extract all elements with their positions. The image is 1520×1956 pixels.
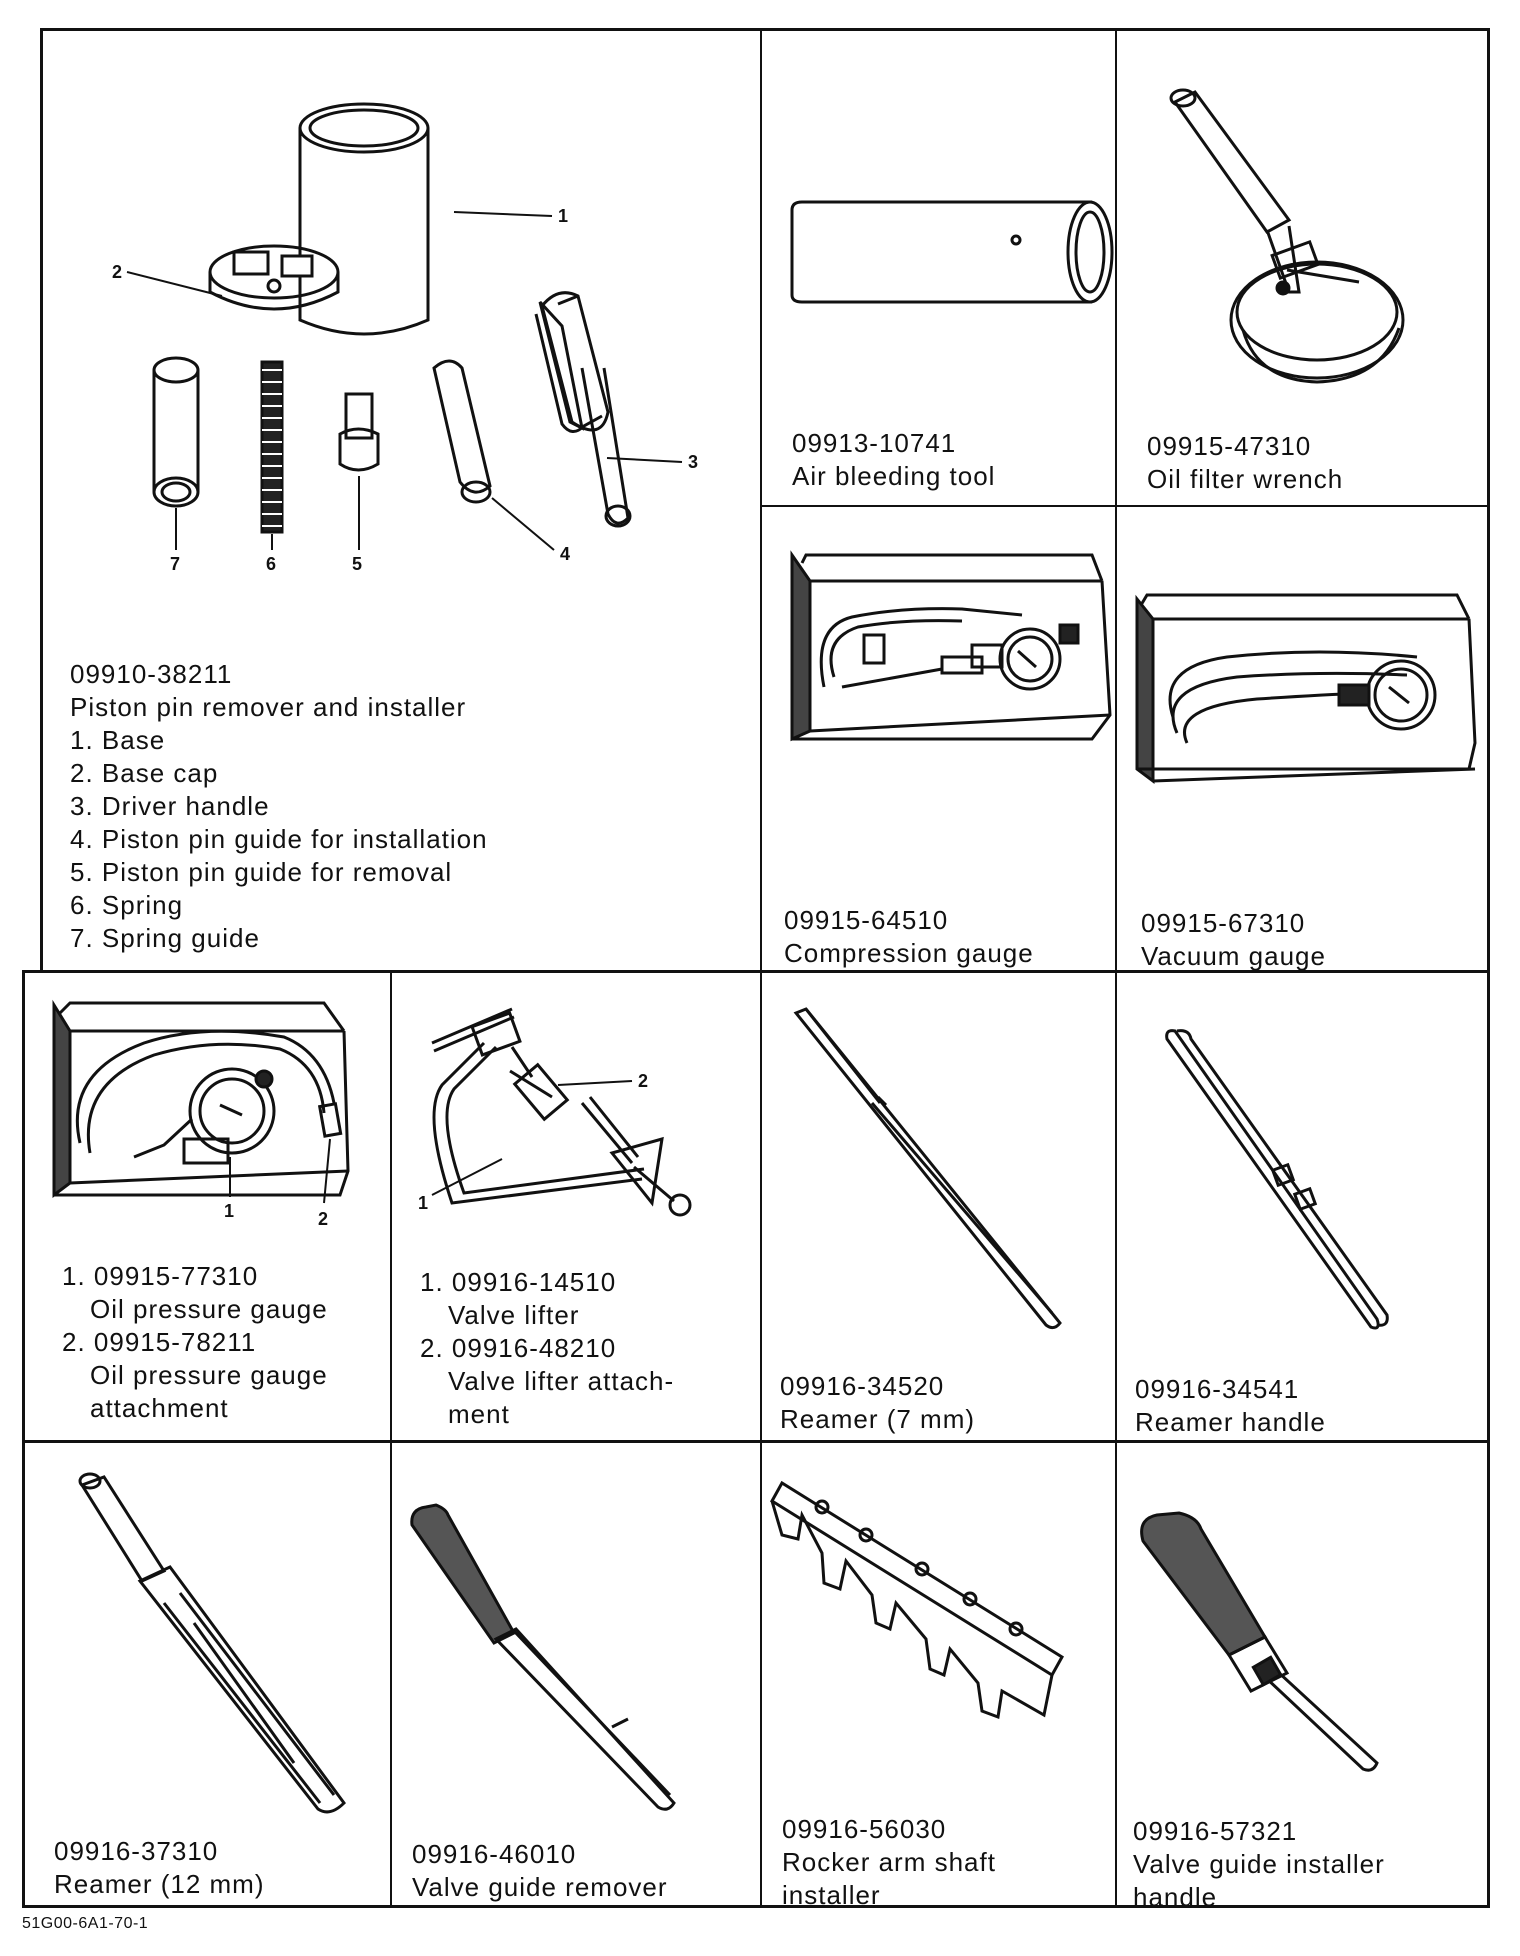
callout-5-label: 5 [352,554,363,574]
tool-cell-oil-pressure-gauge [24,973,390,1440]
tool-name: Valve lifter [448,1300,580,1330]
tool-cell-air-bleeding [762,30,1115,505]
tool-cell-reamer-7mm [762,973,1115,1440]
tool-cell-reamer-handle [1117,973,1487,1440]
reamer-handle-illustration [1117,973,1487,1333]
part-item: 7. Spring guide [70,923,260,953]
tool-name: Reamer (7 mm) [780,1404,976,1434]
tool-name: Valve guide remover [412,1872,668,1902]
tool-name: Valve lifter attach- [448,1366,675,1396]
tool-name: installer [782,1880,881,1910]
part-item: 2. Base cap [70,758,219,788]
tool-code: 09916-57321 [1133,1816,1298,1846]
piston-pin-kit-illustration [42,30,760,574]
oil-filter-wrench-illustration [1117,30,1487,390]
tool-code: 09915-64510 [784,905,949,935]
tool-name: Oil pressure gauge [90,1360,328,1390]
reamer-12mm-illustration [24,1443,390,1823]
piston-tool-text [70,658,488,955]
pin-guide-removal-drawing [340,394,378,470]
part-item: 1. Base [70,725,166,755]
tool-cell-oil-filter-wrench [1117,30,1487,505]
valve-guide-installer-illustration [1117,1443,1487,1783]
tool-name: Air bleeding tool [792,461,996,491]
tool-code: 09916-34520 [780,1371,945,1401]
part-item: 4. Piston pin guide for installation [70,824,488,854]
callout-3-label: 3 [688,452,699,472]
oil-pressure-gauge-illustration [24,973,390,1243]
tool-name: ment [448,1399,510,1429]
tool-cell-valve-lifter [392,973,760,1440]
tool-cell-valve-guide-installer [1117,1443,1487,1912]
callout-7-label: 7 [170,554,181,574]
tool-cell-piston-pin [42,30,760,970]
tool-cell-valve-guide-remover [392,1443,760,1905]
spring-guide-drawing [154,358,198,506]
callout-2-label: 2 [112,262,123,282]
pin-guide-installation-drawing [434,361,490,502]
tool-cell-vacuum-gauge [1117,507,1487,970]
callout-6-label: 6 [266,554,277,574]
part-item: 6. Spring [70,890,184,920]
tool-name: Reamer handle [1135,1407,1326,1437]
rocker-arm-installer-illustration [762,1443,1115,1743]
tool-code: 09916-37310 [54,1836,219,1866]
callout-1-label: 1 [418,1193,429,1213]
tool-name: Valve guide installer [1133,1849,1385,1879]
tool-cell-compression-gauge [762,507,1115,970]
driver-handle-drawing [536,293,630,526]
tool-code: 2. 09916-48210 [420,1333,617,1363]
tool-name: Rocker arm shaft [782,1847,996,1877]
tool-code: 09913-10741 [792,428,957,458]
tool-name: Vacuum gauge [1141,941,1326,971]
valve-lifter-illustration [392,973,760,1253]
air-bleeding-tool-illustration [762,30,1115,330]
base-cap-drawing [210,246,338,309]
spring-drawing [262,362,282,532]
tool-name: Reamer (12 mm) [54,1869,265,1899]
callout-1-label: 1 [224,1201,235,1221]
valve-guide-remover-illustration [392,1443,760,1823]
callout-2-label: 2 [638,1071,649,1091]
tool-code: 09916-56030 [782,1814,947,1844]
vacuum-gauge-illustration [1117,507,1487,807]
callout-2-label: 2 [318,1209,329,1229]
document-reference-code: 51G00-6A1-70-1 [22,1915,149,1932]
tool-name: Oil filter wrench [1147,464,1344,494]
tool-name: Oil pressure gauge [90,1294,328,1324]
tool-code: 2. 09915-78211 [62,1327,257,1357]
tool-code: 09915-47310 [1147,431,1312,461]
part-item: 5. Piston pin guide for removal [70,857,453,887]
callout-4-label: 4 [560,544,571,564]
tool-code: 09910-38211 [70,659,233,689]
tool-code: 09916-34541 [1135,1374,1300,1404]
tool-name: attachment [90,1393,229,1423]
tool-name: Compression gauge [784,938,1034,968]
reamer-7mm-illustration [762,973,1115,1333]
border-right [1487,28,1490,1908]
tool-code: 1. 09916-14510 [420,1267,617,1297]
tool-cell-rocker-arm-installer [762,1443,1115,1910]
tool-name: handle [1133,1882,1218,1912]
tool-code: 1. 09915-77310 [62,1261,259,1291]
tool-code: 09916-46010 [412,1839,577,1869]
tool-name: Piston pin remover and installer [70,692,467,722]
tool-code: 09915-67310 [1141,908,1306,938]
tool-cell-reamer-12mm [24,1443,390,1905]
callout-1-label: 1 [558,206,569,226]
part-item: 3. Driver handle [70,791,270,821]
compression-gauge-illustration [762,507,1115,807]
